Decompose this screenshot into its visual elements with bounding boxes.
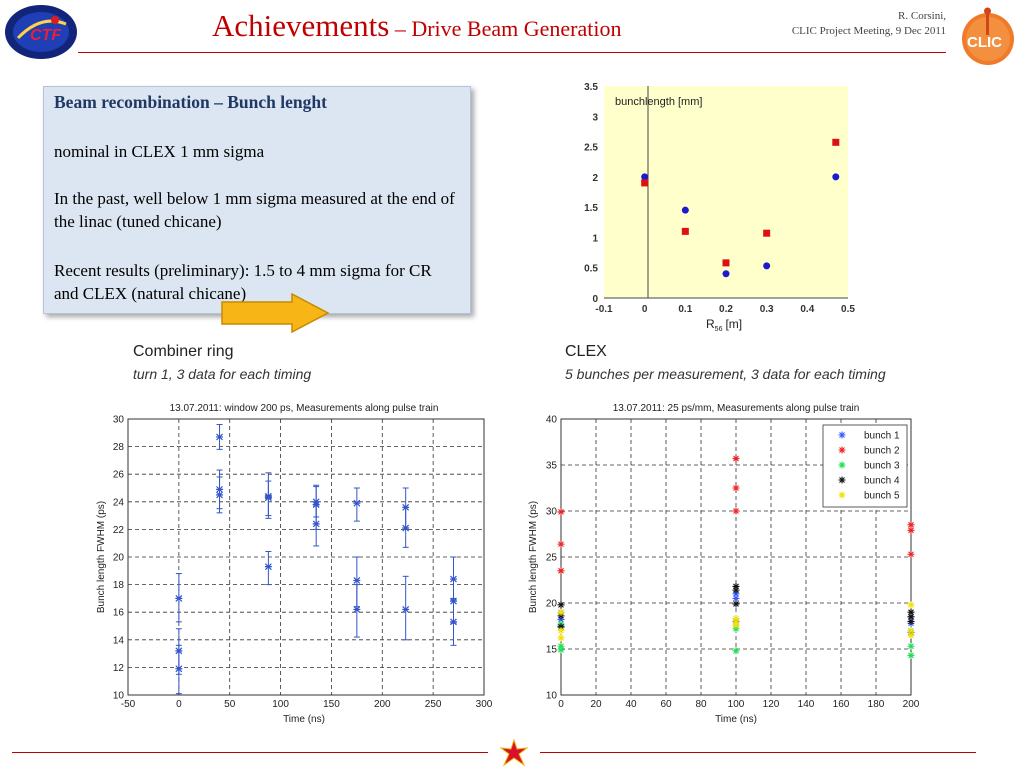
- chart2-legend-marker: [839, 447, 846, 454]
- clic-logo: [958, 5, 1018, 67]
- chart2-point-bunch-2: [733, 485, 740, 492]
- chart2-title: 13.07.2011: 25 ps/mm, Measurements along pulse train: [612, 403, 860, 414]
- chart2-xtick-label: 20: [590, 699, 602, 710]
- footer-star-icon: [500, 739, 528, 767]
- slide-title-sub: – Drive Beam Generation: [389, 16, 622, 41]
- chart0-ytick-label: 0.5: [584, 263, 598, 275]
- chart1-xlabel: Time (ns): [283, 714, 325, 725]
- chart0-point-blue: [763, 262, 770, 269]
- chart2-xtick-label: 80: [695, 699, 707, 710]
- clex-caption-title: CLEX: [565, 343, 607, 360]
- chart2-xlabel: Time (ns): [715, 714, 757, 725]
- chart1-ytick-label: 22: [112, 524, 124, 536]
- chart2-legend-label: bunch 2: [864, 445, 900, 457]
- chart2-xtick-label: 160: [832, 699, 850, 710]
- footer-line-left: [12, 752, 488, 753]
- chart0-ytick-label: 3.5: [584, 82, 598, 93]
- chart2-point-bunch-3: [908, 652, 915, 659]
- combiner-ring-chart: [92, 398, 492, 728]
- chart2-xtick-label: 60: [660, 699, 672, 710]
- chart2-legend-label: bunch 3: [864, 460, 900, 472]
- chart0-xtick-label: 0.1: [678, 304, 693, 315]
- chart2-point-bunch-3: [733, 647, 740, 654]
- chart2-point-bunch-2: [733, 508, 740, 515]
- chart2-point-bunch-2: [558, 567, 565, 574]
- chart2-legend-label: bunch 5: [864, 490, 900, 502]
- chart2-ytick-label: 20: [545, 598, 557, 610]
- chart2-xtick-label: 0: [558, 699, 564, 710]
- author-info: [792, 9, 946, 39]
- chart2-legend-marker: [839, 432, 846, 439]
- chart2-xtick-label: 100: [727, 699, 745, 710]
- chart1-xtick-label: 150: [323, 699, 340, 710]
- chart0-ytick-label: 1: [592, 233, 598, 245]
- chart0-point-blue: [723, 270, 730, 277]
- chart2-point-bunch-5: [558, 634, 565, 641]
- chart2-legend-marker: [839, 477, 846, 484]
- chart2-xtick-label: 140: [797, 699, 815, 710]
- header-divider: [78, 52, 946, 53]
- chart2-ylabel: Bunch length FWHM (ps): [528, 500, 539, 614]
- chart1-ytick-label: 12: [112, 662, 124, 674]
- chart2-point-bunch-5: [558, 609, 565, 616]
- ctf-logo-text: CTF: [30, 27, 62, 44]
- chart2-point-bunch-5: [558, 627, 565, 634]
- chart1-ytick-label: 28: [112, 442, 124, 454]
- clic-logo-text: CLIC: [967, 34, 1002, 51]
- chart0-xtick-label: 0.2: [719, 304, 733, 315]
- textbox-heading: Beam recombination – Bunch lenght: [54, 92, 327, 112]
- chart0-xtick-label: 0: [641, 304, 648, 315]
- chart0-point-blue: [682, 207, 689, 214]
- chart0-point-red: [641, 179, 648, 186]
- chart1-xtick-label: 100: [272, 699, 289, 710]
- chart2-xtick-label: 40: [625, 699, 637, 710]
- meeting-name: CLIC Project Meeting, 9 Dec 2011: [791, 25, 946, 37]
- chart1-ytick-label: 14: [112, 635, 124, 647]
- chart1-xtick-label: 50: [224, 699, 236, 710]
- chart2-point-bunch-2: [558, 508, 565, 515]
- cr-caption-title: Combiner ring: [133, 343, 234, 360]
- author-name: R. Corsini,: [898, 10, 946, 22]
- textbox-paragraph-1: nominal in CLEX 1 mm sigma: [54, 142, 265, 161]
- chart2-point-bunch-2: [558, 541, 565, 548]
- ctf-logo: [4, 4, 78, 60]
- chart2-legend-marker: [839, 492, 846, 499]
- chart1-xtick-label: 300: [475, 699, 492, 710]
- chart2-xtick-label: 180: [867, 699, 885, 710]
- cr-caption-sub: turn 1, 3 data for each timing: [133, 366, 312, 382]
- chart2-ytick-label: 15: [545, 644, 557, 656]
- bunchlength-r56-chart: [568, 70, 868, 340]
- chart2-point-bunch-4: [908, 618, 915, 625]
- chart2-ytick-label: 25: [545, 552, 557, 564]
- chart1-ytick-label: 24: [112, 497, 124, 509]
- clex-caption-sub: 5 bunches per measurement, 3 data for each timing: [565, 366, 886, 382]
- slide-title: [212, 8, 621, 44]
- chart0-ytick-label: 2.5: [584, 142, 598, 154]
- chart1-xtick-label: 250: [424, 699, 442, 710]
- chart2-xtick-label: 200: [902, 699, 920, 710]
- chart2-point-bunch-2: [733, 455, 740, 462]
- chart2-point-bunch-2: [908, 551, 915, 558]
- chart2-point-bunch-5: [733, 622, 740, 629]
- chart0-xtick-label: 0.3: [759, 304, 774, 315]
- chart2-point-bunch-3: [558, 646, 565, 653]
- chart2-ytick-label: 35: [545, 460, 557, 472]
- chart1-ytick-label: 26: [112, 469, 124, 481]
- chart2-point-bunch-4: [733, 600, 740, 607]
- chart0-xtick-label: -0.1: [595, 304, 613, 315]
- chart1-ytick-label: 30: [112, 414, 124, 426]
- chart2-ytick-label: 40: [545, 414, 557, 426]
- footer-line-right: [540, 752, 976, 753]
- chart2-legend-label: bunch 4: [864, 475, 900, 487]
- chart0-point-red: [832, 139, 839, 146]
- chart2-ytick-label: 30: [545, 506, 557, 518]
- beam-recombination-textbox: [43, 86, 471, 314]
- chart0-xtick-label: 0.5: [841, 304, 855, 315]
- chart0-title: bunchlength [mm]: [615, 96, 703, 108]
- textbox-paragraph-3: Recent results (preliminary): 1.5 to 4 mm sigma for CR and CLEX (natural chicane): [54, 261, 432, 303]
- chart2-point-bunch-5: [908, 601, 915, 608]
- chart2-point-bunch-4: [558, 601, 565, 608]
- chart0-ytick-label: 0: [592, 294, 598, 305]
- chart2-point-bunch-2: [908, 527, 915, 534]
- chart2-point-bunch-3: [908, 643, 915, 650]
- slide-title-main: Achievements: [212, 8, 390, 43]
- chart1-xtick-label: -50: [120, 699, 136, 710]
- chart1-xtick-label: 200: [373, 699, 391, 710]
- chart1-ytick-label: 10: [112, 690, 124, 702]
- chart0-point-blue: [641, 173, 648, 180]
- clex-chart: [524, 398, 924, 728]
- chart0-xtick-label: 0.4: [800, 304, 815, 315]
- chart1-ylabel: Bunch length FWHM (ps): [96, 500, 107, 614]
- chart2-ytick-label: 10: [545, 690, 557, 702]
- chart0-ytick-label: 3: [592, 112, 598, 124]
- chart1-ytick-label: 18: [112, 580, 124, 592]
- chart2-point-bunch-5: [908, 632, 915, 639]
- chart0-point-blue: [832, 173, 839, 180]
- chart2-legend-marker: [839, 462, 846, 469]
- chart1-title: 13.07.2011: window 200 ps, Measurements along pulse train: [169, 403, 439, 414]
- textbox-paragraph-2: In the past, well below 1 mm sigma measured at the end of the linac (tuned chicane): [54, 189, 455, 231]
- chart1-ytick-label: 20: [112, 552, 124, 564]
- chart0-point-red: [723, 259, 730, 266]
- chart0-xlabel: $R_{56}$ [m]: [706, 317, 743, 333]
- right-arrow: [220, 293, 332, 333]
- chart0-point-red: [682, 228, 689, 235]
- chart0-point-red: [763, 230, 770, 237]
- chart2-xtick-label: 120: [762, 699, 780, 710]
- chart1-xtick-label: 0: [176, 699, 182, 710]
- chart2-point-bunch-4: [733, 587, 740, 594]
- chart1-ytick-label: 16: [112, 607, 124, 619]
- chart0-ytick-label: 2: [592, 172, 598, 184]
- chart0-ytick-label: 1.5: [584, 203, 598, 215]
- chart2-legend-label: bunch 1: [864, 430, 900, 442]
